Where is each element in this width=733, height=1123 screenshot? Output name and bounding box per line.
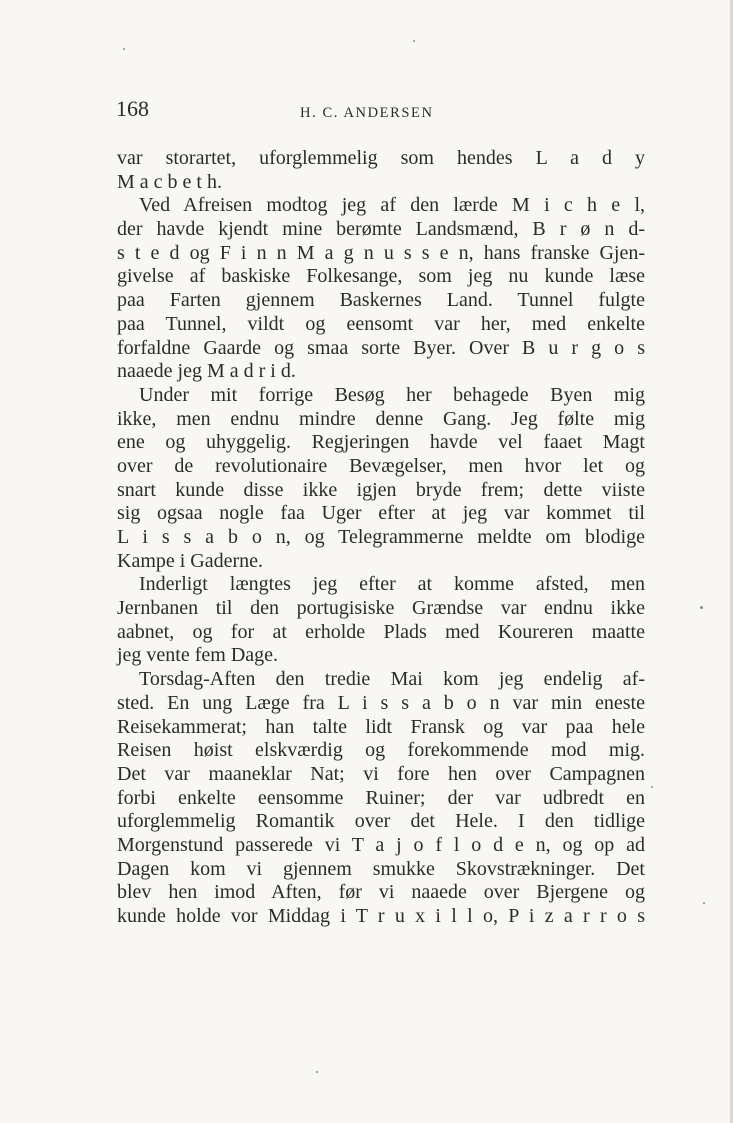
text-line: ikke, men endnu mindre denne Gang. Jeg følte mig <box>117 407 645 430</box>
text-line: s t e d og F i n n M a g n u s s e n, hans franske Gjen- <box>117 241 645 264</box>
text-line: Det var maaneklar Nat; vi fore hen over Campagnen <box>117 762 645 785</box>
paper-speck <box>316 1071 318 1073</box>
text-line: Reisen høist elskværdig og forekommende mod mig. <box>117 739 645 762</box>
text-line: aabnet, og for at erholde Plads med Koureren maatte <box>117 620 645 643</box>
paper-speck <box>700 606 703 609</box>
text-line: snart kunde disse ikke igjen bryde frem; dette viiste <box>117 478 645 501</box>
text-line: Kampe i Gaderne. <box>117 549 264 572</box>
text-line: jeg vente fem Dage. <box>117 644 279 667</box>
text-line: ene og uhyggelig. Regjeringen havde vel faaet Magt <box>117 431 645 454</box>
paper-speck <box>651 786 653 788</box>
page-number: 168 <box>116 96 149 121</box>
running-head: H. C. ANDERSEN <box>300 105 434 121</box>
text-line: L i s s a b o n, og Telegrammerne meldte om blodige <box>117 526 645 548</box>
text-line: sted. En ung Læge fra L i s s a b o n var min eneste <box>117 691 645 714</box>
text-line: Dagen kom vi gjennem smukke Skovstrækninger. Det <box>117 857 645 880</box>
paper-speck <box>703 902 705 904</box>
text-line: forbi enkelte eensomme Ruiner; der var udbredt en <box>117 786 645 809</box>
text-line: naaede jeg M a d r i d. <box>117 360 296 383</box>
text-line: givelse af baskiske Folkesange, som jeg nu kunde læse <box>117 265 645 288</box>
text-line: M a c b e t h. <box>117 170 222 193</box>
text-line: der havde kjendt mine berømte Landsmænd, B r ø n d- <box>117 218 645 241</box>
text-line: Torsdag-Aften den tredie Mai kom jeg endelig af- <box>139 668 645 691</box>
text-line: sig ogsaa nogle faa Uger efter at jeg var kommet til <box>117 502 645 525</box>
text-line: var storartet, uforglemmelig som hendes L a d y <box>117 147 645 169</box>
paper-speck <box>123 48 125 50</box>
text-line: Morgenstund passerede vi T a j o f l o d e n, og op ad <box>117 833 645 856</box>
text-line: Inderligt længtes jeg efter at komme afsted, men <box>139 573 645 596</box>
text-line: paa Farten gjennem Baskernes Land. Tunnel fulgte <box>117 289 645 312</box>
text-line: paa Tunnel, vildt og eensomt var her, med enkelte <box>117 312 645 335</box>
text-line: uforglemmelig Romantik over det Hele. I den tidlige <box>117 810 645 833</box>
text-line: Under mit forrige Besøg her behagede Byen mig <box>139 383 645 406</box>
text-line: Reisekammerat; han talte lidt Fransk og var paa hele <box>117 715 645 738</box>
text-line: forfaldne Gaarde og smaa sorte Byer. Over B u r g o s <box>117 336 645 359</box>
text-line: blev hen imod Aften, før vi naaede over Bjergene og <box>117 881 645 904</box>
body-text <box>117 147 645 929</box>
text-line: Ved Afreisen modtog jeg af den lærde M i c h e l, <box>139 194 645 217</box>
text-line: Jernbanen til den portugisiske Grændse var endnu ikke <box>117 597 645 620</box>
text-line: kunde holde vor Middag i T r u x i l l o, P i z a r r o s <box>117 905 645 927</box>
paper-speck <box>413 40 415 42</box>
text-line: over de revolutionaire Bevægelser, men hvor let og <box>117 454 645 477</box>
